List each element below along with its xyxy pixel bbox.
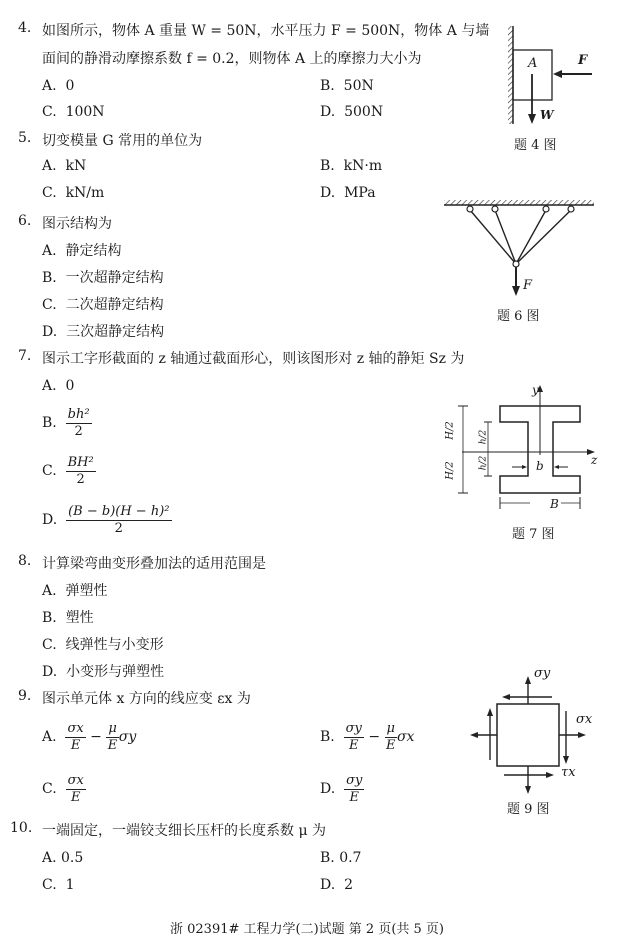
fig9-label-tau-x: τx: [561, 765, 576, 780]
fig4-label-w: W: [540, 108, 554, 122]
figure-7-caption: 题 7 图: [512, 527, 555, 542]
question-4-stem-line1: 如图所示，物体 A 重量 W = 50N，水平压力 F = 500N，物体 A 与墙: [42, 23, 490, 39]
q5-option-b: B. kN·m: [320, 158, 383, 174]
q10-option-a: A. 0.5: [42, 850, 84, 866]
hinge-4: [568, 206, 574, 212]
q7-option-b: B. $\frac{\text{bh²}}{2}$: [42, 407, 90, 439]
hinge-joint: [513, 261, 519, 267]
hinge-3: [543, 206, 549, 212]
fraction: $\frac{\text{(B − b)(H − h)²}}{2}$: [68, 504, 170, 536]
q5-option-c: C. kN/m: [42, 185, 105, 201]
q9-option-d: D. $\frac{\sigma y}{E}$: [320, 773, 363, 805]
question-10-number: 10.: [10, 820, 33, 836]
question-5-number: 5.: [18, 130, 32, 146]
question-4-stem-line2: 面间的静滑动摩擦系数 f = 0.2，则物体 A 上的摩擦力大小为: [42, 51, 422, 67]
question-7-number: 7.: [18, 348, 32, 364]
q10-option-c: C. 1: [42, 877, 75, 893]
question-9-stem: 图示单元体 x 方向的线应变 εx 为: [42, 691, 251, 707]
hinge-1: [467, 206, 473, 212]
figure-7-i-section-diagram: [440, 385, 610, 520]
q4-option-b: B. 50N: [320, 78, 374, 94]
fig6-label-f: F: [523, 278, 533, 293]
force-f-arrowhead: [512, 286, 520, 296]
figure-9-stress-element-diagram: [462, 668, 612, 793]
q8-option-a: A. 弹塑性: [42, 583, 108, 599]
q7-option-c: C. $\frac{\text{BH²}}{2}$: [42, 455, 94, 487]
fig7-label-y: y: [532, 383, 539, 397]
fig9-label-sigma-y: σy: [534, 666, 551, 681]
fig4-label-f: F: [578, 53, 588, 68]
bar-4: [516, 210, 571, 264]
q7-option-d: D. $\frac{\text{(B − b)(H − h)²}}{2}$: [42, 504, 170, 536]
fig7-label-h-lower: h/2: [478, 455, 489, 471]
fig7-label-H-lower: H/2: [444, 461, 456, 480]
bar-2: [495, 210, 516, 264]
question-10-stem: 一端固定，一端铰支细长压杆的长度系数 μ 为: [42, 823, 326, 839]
q10-option-d: D. 2: [320, 877, 354, 893]
bar-1: [470, 210, 516, 264]
fig7-label-h-upper: h/2: [478, 429, 489, 445]
q6-option-c: C. 二次超静定结构: [42, 297, 164, 313]
q8-option-d: D. 小变形与弹塑性: [42, 664, 165, 680]
question-8-number: 8.: [18, 553, 32, 569]
question-6-stem: 图示结构为: [42, 216, 112, 232]
q9-option-a: A. $\frac{\sigma x}{E}$ − $\frac{\mu}{E}$ σy: [42, 721, 137, 753]
q6-option-d: D. 三次超静定结构: [42, 324, 165, 340]
figure-4-caption: 题 4 图: [514, 138, 557, 153]
q8-option-c: C. 线弹性与小变形: [42, 637, 164, 653]
fraction: $\frac{\text{BH²}}{2}$: [67, 455, 94, 487]
question-4-number: 4.: [18, 20, 32, 36]
q4-option-a: A. 0: [42, 78, 75, 94]
weight-arrowhead: [528, 114, 536, 124]
figure-6-caption: 题 6 图: [497, 309, 540, 324]
fig9-label-sigma-x: σx: [576, 712, 593, 727]
figure-4-wall-block-diagram: [500, 20, 620, 135]
fig4-label-a: A: [528, 56, 538, 71]
question-7-stem: 图示工字形截面的 z 轴通过截面形心，则该图形对 z 轴的静矩 Sz 为: [42, 351, 465, 367]
element-square: [497, 704, 559, 766]
fig7-label-b: b: [536, 459, 544, 473]
page-footer: 浙 02391# 工程力学(二)试题 第 2 页(共 5 页): [170, 922, 445, 937]
hinge-2: [492, 206, 498, 212]
q5-option-d: D. MPa: [320, 185, 376, 201]
question-8-stem: 计算梁弯曲变形叠加法的适用范围是: [42, 556, 266, 572]
q6-option-a: A. 静定结构: [42, 243, 122, 259]
question-9-number: 9.: [18, 688, 32, 704]
q4-option-c: C. 100N: [42, 104, 105, 120]
question-6-number: 6.: [18, 213, 32, 229]
q10-option-b: B. 0.7: [320, 850, 362, 866]
q9-option-c: C. $\frac{\sigma x}{E}$: [42, 773, 84, 805]
q5-option-a: A. kN: [42, 158, 87, 174]
q6-option-b: B. 一次超静定结构: [42, 270, 164, 286]
fig7-label-z: z: [591, 453, 598, 467]
q9-option-b: B. $\frac{\sigma y}{E}$ − $\frac{\mu}{E}$ σx: [320, 721, 415, 753]
fig7-label-B: B: [550, 497, 559, 511]
fig7-label-H-upper: H/2: [444, 421, 456, 440]
q8-option-b: B. 塑性: [42, 610, 94, 626]
q4-option-d: D. 500N: [320, 104, 384, 120]
q7-option-a: A. 0: [42, 378, 75, 394]
force-f-arrowhead: [553, 70, 562, 78]
figure-9-caption: 题 9 图: [507, 802, 550, 817]
bar-3: [516, 210, 546, 264]
question-5-stem: 切变模量 G 常用的单位为: [42, 133, 203, 149]
fraction: $\frac{\text{bh²}}{2}$: [67, 407, 90, 439]
